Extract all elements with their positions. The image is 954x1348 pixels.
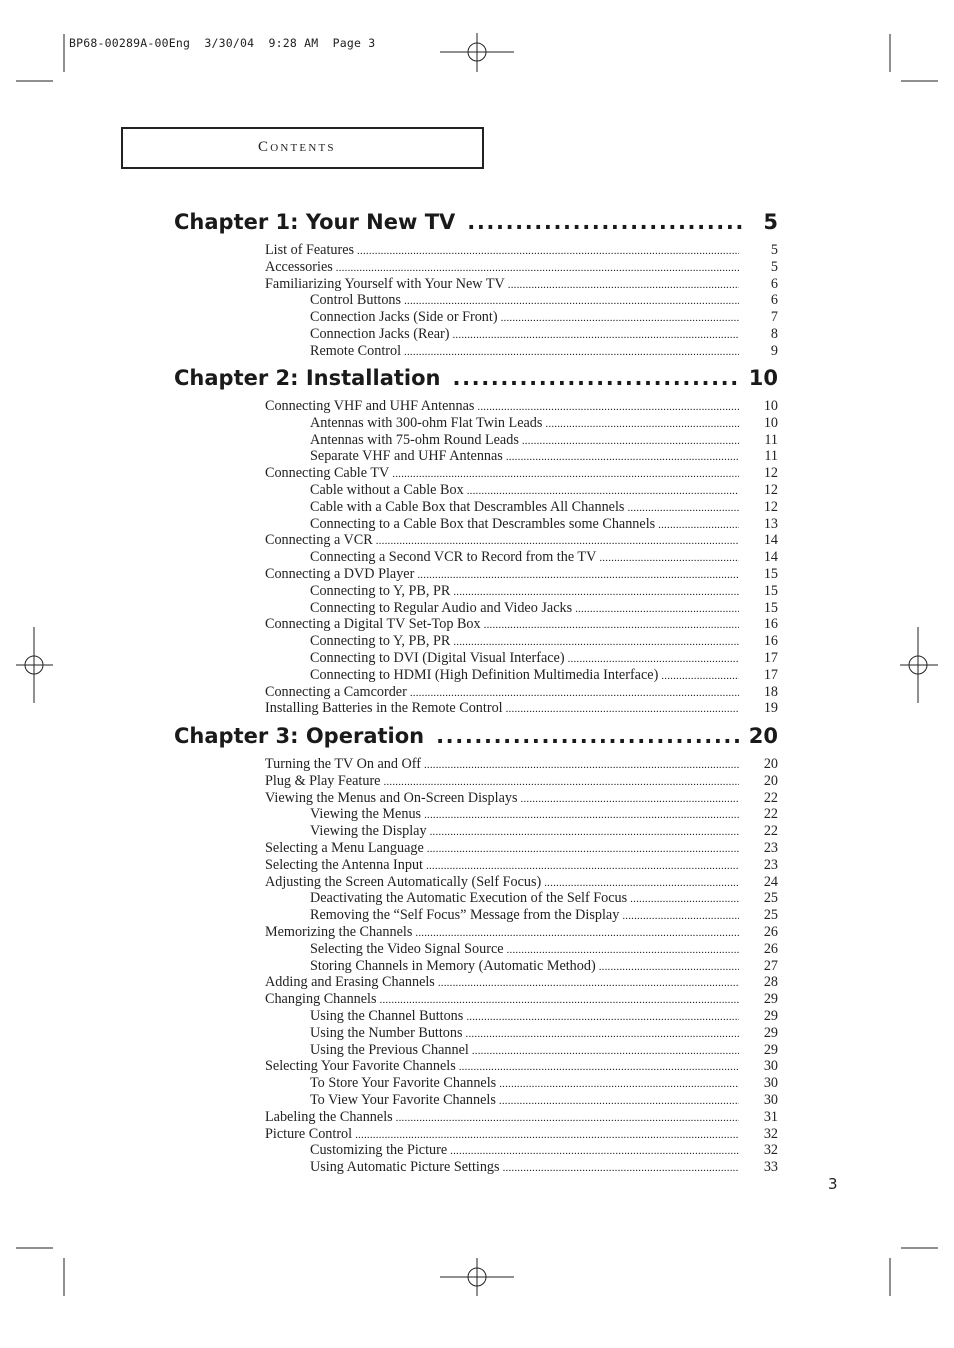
toc-entry: [265, 991, 741, 1008]
toc-entry-title: Customizing the Picture: [310, 1142, 448, 1159]
toc-entry: [310, 1042, 741, 1059]
toc-entry-page: 20: [763, 756, 778, 772]
dot-leader: [506, 703, 739, 715]
toc-entry-page: 29: [763, 1024, 778, 1041]
registration-mark-right: [900, 627, 938, 703]
toc-entry: [310, 823, 741, 840]
toc-entry: [310, 432, 741, 449]
toc-entry: [310, 907, 741, 924]
toc-entry-page: 22: [763, 789, 778, 806]
toc-entry-title: Antennas with 300-ohm Flat Twin Leads: [310, 414, 543, 431]
toc-entry: [265, 684, 741, 701]
dot-leader: [501, 312, 739, 324]
dot-leader: [355, 1129, 739, 1141]
toc-entry-page: 15: [763, 566, 778, 582]
toc-entry: [265, 1126, 741, 1143]
chapter-title: Chapter 3: Operation: [174, 724, 425, 748]
dot-leader: [472, 1045, 739, 1057]
dot-leader: [622, 910, 739, 922]
toc-entry-page: 15: [763, 599, 778, 616]
toc-entry: [265, 1058, 741, 1075]
toc-entry-page: 29: [763, 1008, 778, 1024]
toc-entry-title: Connecting to a Cable Box that Descrambles some Channels: [310, 515, 656, 532]
toc-entry-page: 29: [763, 1041, 778, 1058]
dot-leader: [438, 977, 739, 989]
toc-entry-page: 13: [763, 515, 778, 532]
toc-entry-title: Connecting to Regular Audio and Video Jacks: [310, 599, 573, 616]
toc-entry-title: Selecting the Video Signal Source: [310, 940, 504, 957]
toc-entry-page: 27: [763, 957, 778, 974]
toc-entry: [310, 806, 741, 823]
toc-entry-page: 18: [763, 683, 778, 700]
toc-entry-page: 12: [763, 465, 778, 482]
contents-title: Contents: [258, 139, 336, 155]
toc-entry-title: Connection Jacks (Rear): [310, 326, 450, 342]
dot-leader: [503, 1162, 739, 1174]
toc-entry-title: Accessories: [265, 258, 333, 275]
dot-leader: [450, 1145, 739, 1157]
toc-entry-title: Plug & Play Feature: [265, 772, 381, 789]
toc-entry: [310, 958, 741, 975]
toc-entry: [310, 1075, 741, 1092]
toc-entry-page: 29: [763, 991, 778, 1008]
toc-entry-page: 30: [763, 1075, 778, 1092]
toc-entry-title: Cable without a Cable Box: [310, 482, 464, 498]
dot-leader: [499, 1095, 739, 1107]
toc-entry-title: Viewing the Menus and On-Screen Displays: [265, 789, 518, 806]
toc-entry-page: 20: [763, 772, 778, 789]
toc-entry-title: Changing Channels: [265, 991, 377, 1008]
toc-entry: [310, 1008, 741, 1025]
toc-entry-page: 22: [763, 823, 778, 840]
toc-entry: [265, 398, 741, 415]
dot-leader: [507, 944, 739, 956]
toc-entry: [310, 941, 741, 958]
toc-entry: [265, 1109, 741, 1126]
toc-entry: [310, 650, 741, 667]
dot-leader: [599, 961, 739, 973]
toc-entry-page: 9: [770, 342, 778, 359]
toc-entry-title: Selecting Your Favorite Channels: [265, 1058, 456, 1075]
toc-entry: [265, 465, 741, 482]
dot-leader: [522, 435, 739, 447]
toc-entry: [265, 840, 741, 857]
chapter-page: 20: [748, 724, 778, 748]
dot-leader: [459, 1061, 739, 1073]
toc-entry: [310, 516, 741, 533]
toc-entry-page: 12: [763, 482, 778, 498]
toc-entry-title: Cable with a Cable Box that Descrambles All Channels: [310, 498, 625, 515]
toc-entry: [310, 1142, 741, 1159]
toc-entry-page: 33: [763, 1159, 778, 1176]
toc-entry-page: 14: [763, 532, 778, 549]
dot-leader: [544, 877, 739, 889]
dot-leader: [452, 329, 739, 341]
toc-entry-page: 7: [770, 309, 778, 326]
toc-entry: [265, 242, 741, 259]
toc-entry-title: Connecting to Y, PB, PR: [310, 582, 451, 599]
dot-leader: [466, 1028, 739, 1040]
toc-entry: [310, 1025, 741, 1042]
dot-leader: [599, 552, 739, 564]
toc-entry: [265, 616, 741, 633]
chapter-title: Chapter 1: Your New TV: [174, 210, 456, 234]
toc-entry-page: 32: [763, 1142, 778, 1159]
toc-entry-title: Picture Control: [265, 1125, 353, 1142]
toc-entry-page: 11: [764, 431, 778, 448]
toc-entry-page: 26: [763, 940, 778, 957]
toc-entry-title: Memorizing the Channels: [265, 924, 413, 940]
toc-entry: [310, 292, 741, 309]
dot-leader: [467, 210, 742, 234]
toc-entry: [265, 566, 741, 583]
toc-entry: [265, 857, 741, 874]
toc-entry-title: Adjusting the Screen Automatically (Self Focus): [265, 873, 542, 890]
toc-entry-page: 6: [770, 292, 778, 309]
toc-entry-page: 11: [764, 448, 778, 465]
toc-entry-page: 16: [763, 616, 778, 633]
dot-leader: [424, 759, 739, 771]
toc-entry-title: To View Your Favorite Channels: [310, 1092, 496, 1108]
toc-entry: [310, 549, 741, 566]
toc-entry-page: 32: [763, 1125, 778, 1142]
toc-entry-page: 10: [763, 398, 778, 414]
toc-entry-page: 19: [763, 700, 778, 717]
toc-entry: [265, 773, 741, 790]
toc-entry-page: 24: [763, 873, 778, 890]
dot-leader: [658, 519, 739, 531]
dot-leader: [545, 418, 739, 430]
toc-entry: [265, 276, 741, 293]
toc-entry: [310, 1092, 741, 1109]
dot-leader: [427, 843, 739, 855]
toc-entry-title: Viewing the Display: [310, 823, 427, 840]
toc-entry: [265, 924, 741, 941]
dot-leader: [415, 927, 739, 939]
toc-entry-title: Using the Previous Channel: [310, 1041, 469, 1058]
dot-leader: [466, 1011, 739, 1023]
chapter-heading: [174, 210, 778, 238]
dot-leader: [336, 262, 739, 274]
dot-leader: [383, 776, 739, 788]
toc-entry-title: Connecting VHF and UHF Antennas: [265, 398, 475, 414]
toc-entry-title: Connecting a Second VCR to Record from the TV: [310, 549, 597, 566]
dot-leader: [404, 295, 739, 307]
toc-entry-page: 31: [763, 1108, 778, 1125]
toc-entry-title: Deactivating the Automatic Execution of the Self Focus: [310, 890, 628, 907]
toc-entry-page: 28: [763, 974, 778, 991]
toc-entry-page: 25: [763, 890, 778, 907]
dot-leader: [627, 502, 739, 514]
dot-leader: [453, 636, 739, 648]
toc-entry-page: 17: [763, 666, 778, 683]
toc-entry-title: Connecting Cable TV: [265, 465, 390, 482]
toc-entry-title: Connecting to DVI (Digital Visual Interface): [310, 650, 565, 666]
chapter-page: 5: [763, 210, 778, 234]
toc-entry-title: Viewing the Menus: [310, 806, 422, 823]
dot-leader: [630, 893, 739, 905]
toc-entry-title: Removing the “Self Focus” Message from the Display: [310, 907, 620, 924]
toc-entry: [265, 259, 741, 276]
dot-leader: [477, 401, 739, 413]
dot-leader: [575, 603, 739, 615]
toc-entry-title: Separate VHF and UHF Antennas: [310, 448, 503, 465]
dot-leader: [484, 619, 739, 631]
toc-entry-page: 5: [770, 258, 778, 275]
toc-entry-page: 14: [763, 549, 778, 566]
toc-entry: [310, 499, 741, 516]
dot-leader: [453, 586, 739, 598]
dot-leader: [424, 809, 739, 821]
toc-entry-title: Remote Control: [310, 342, 402, 359]
toc-entry-title: Turning the TV On and Off: [265, 756, 421, 772]
toc-entry-page: 25: [763, 907, 778, 924]
toc-entry: [265, 790, 741, 807]
dot-leader: [436, 724, 741, 748]
toc-entry: [265, 532, 741, 549]
dot-leader: [392, 468, 739, 480]
toc-entry: [310, 482, 741, 499]
toc-entry-page: 26: [763, 924, 778, 940]
toc-entry-page: 15: [763, 582, 778, 599]
toc-entry-title: Connecting a Digital TV Set-Top Box: [265, 616, 481, 633]
dot-leader: [426, 860, 739, 872]
toc-entry-title: Adding and Erasing Channels: [265, 974, 435, 991]
dot-leader: [453, 366, 741, 390]
chapter-heading: [174, 724, 778, 752]
toc-entry-title: Labeling the Channels: [265, 1108, 393, 1125]
chapter-title: Chapter 2: Installation: [174, 366, 441, 390]
toc-entry: [310, 667, 741, 684]
dot-leader: [430, 826, 739, 838]
page-number: 3: [828, 1175, 838, 1193]
dot-leader: [380, 994, 739, 1006]
toc-entry-title: Connecting a DVD Player: [265, 566, 415, 582]
dot-leader: [376, 535, 739, 547]
toc-entry-title: Connecting a Camcorder: [265, 683, 407, 700]
toc-entry: [310, 890, 741, 907]
dot-leader: [396, 1112, 739, 1124]
dot-leader: [521, 793, 740, 805]
toc-entry-title: Using the Channel Buttons: [310, 1008, 464, 1024]
toc-entry: [310, 309, 741, 326]
toc-entry: [310, 343, 741, 360]
toc-entry-page: 17: [763, 650, 778, 666]
toc-entry-page: 16: [763, 633, 778, 650]
toc-entry-title: Antennas with 75-ohm Round Leads: [310, 431, 519, 448]
toc-entry-title: Control Buttons: [310, 292, 402, 309]
toc-entry-title: To Store Your Favorite Channels: [310, 1075, 497, 1092]
toc-entry: [310, 1159, 741, 1176]
dot-leader: [661, 670, 739, 682]
contents-header-box: [121, 127, 484, 169]
toc-entry: [310, 326, 741, 343]
toc-entry-page: 23: [763, 840, 778, 856]
chapter-page: 10: [748, 366, 778, 390]
toc-entry-page: 5: [770, 242, 778, 258]
registration-mark-bottom: [440, 1258, 514, 1296]
toc-entry-page: 10: [763, 414, 778, 431]
toc-entry-title: Familiarizing Yourself with Your New TV: [265, 275, 505, 292]
dot-leader: [467, 485, 739, 497]
toc-entry-title: Selecting a Menu Language: [265, 840, 424, 856]
toc-entry: [265, 874, 741, 891]
registration-mark-left: [16, 627, 53, 703]
toc-entry: [265, 756, 741, 773]
toc-entry-title: Installing Batteries in the Remote Control: [265, 700, 503, 717]
toc-entry: [310, 448, 741, 465]
toc-entry: [310, 415, 741, 432]
registration-mark-top: [440, 33, 514, 72]
toc-entry-title: Connecting to Y, PB, PR: [310, 633, 451, 650]
toc-entry-page: 22: [763, 806, 778, 823]
toc-entry-title: Using the Number Buttons: [310, 1024, 463, 1041]
dot-leader: [508, 279, 739, 291]
dot-leader: [404, 346, 739, 358]
dot-leader: [417, 569, 739, 581]
toc-entry-title: Connection Jacks (Side or Front): [310, 309, 498, 326]
print-slug-line: BP68-00289A-00Eng 3/30/04 9:28 AM Page 3: [69, 36, 376, 50]
toc-entry-page: 12: [763, 498, 778, 515]
toc-entry-page: 30: [763, 1058, 778, 1075]
toc-entry: [310, 633, 741, 650]
toc-entry-title: Selecting the Antenna Input: [265, 856, 423, 873]
toc-entry-title: Connecting a VCR: [265, 532, 373, 549]
toc-entry: [265, 700, 741, 717]
toc-entry-page: 30: [763, 1092, 778, 1108]
toc-entry-page: 6: [770, 275, 778, 292]
dot-leader: [506, 451, 739, 463]
toc-entry: [265, 974, 741, 991]
toc-entry: [310, 600, 741, 617]
chapter-heading: [174, 366, 778, 394]
toc-entry-title: Storing Channels in Memory (Automatic Method): [310, 957, 596, 974]
dot-leader: [357, 245, 739, 257]
dot-leader: [568, 653, 739, 665]
dot-leader: [410, 687, 739, 699]
toc-entry-page: 8: [770, 326, 778, 342]
toc-entry-title: List of Features: [265, 242, 355, 258]
toc-entry-title: Connecting to HDMI (High Definition Multimedia Interface): [310, 666, 659, 683]
toc-entry: [310, 583, 741, 600]
toc-entry-title: Using Automatic Picture Settings: [310, 1159, 500, 1176]
toc-entry-page: 23: [763, 856, 778, 873]
dot-leader: [499, 1078, 739, 1090]
